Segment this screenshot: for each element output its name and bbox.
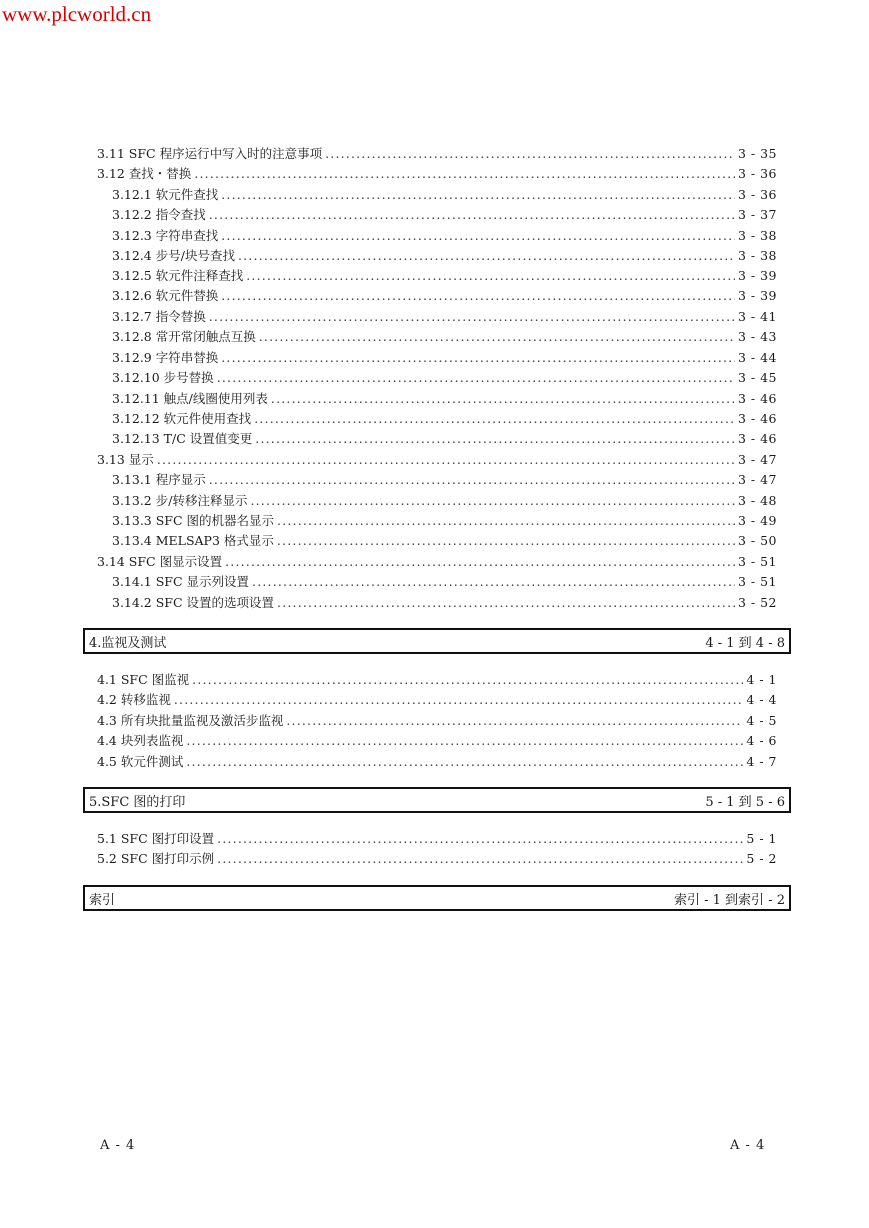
toc-entry-title: 3.12.3 字符串查找	[112, 228, 219, 243]
toc-entry[interactable]	[97, 690, 777, 709]
toc-entry-page: 3 - 47	[737, 452, 777, 467]
toc-entry-page: 3 - 37	[737, 207, 777, 222]
toc-leader	[209, 307, 735, 326]
toc-entry[interactable]	[112, 470, 777, 489]
toc-entry-page: 3 - 39	[737, 288, 777, 303]
toc-entry-title: 3.12.7 指令替换	[112, 309, 206, 324]
toc-entry-page: 3 - 39	[737, 268, 777, 283]
toc-entry[interactable]	[112, 389, 777, 408]
watermark-link[interactable]: www.plcworld.cn	[2, 2, 152, 26]
toc-entry-title: 3.12.11 触点/线圈使用列表	[112, 391, 268, 406]
toc-entry-title: 3.12.9 字符串替换	[112, 350, 219, 365]
toc-entry-title: 4.1 SFC 图监视	[97, 672, 190, 687]
footer-page-left: A - 4	[100, 1138, 136, 1153]
footer-page-right: A - 4	[730, 1138, 766, 1153]
toc-leader	[225, 552, 735, 571]
toc-leader	[192, 670, 743, 689]
toc-entry[interactable]	[112, 327, 777, 346]
toc-leader	[277, 511, 735, 530]
toc-leader	[194, 164, 735, 183]
toc-leader	[259, 327, 735, 346]
chapter-range: 4 - 1 到 4 - 8	[705, 635, 785, 651]
toc-entry-title: 3.13.1 程序显示	[112, 472, 206, 487]
toc-entry[interactable]	[112, 593, 777, 612]
chapter-title: 4.监视及测试	[89, 635, 167, 651]
chapter-title: 5.SFC 图的打印	[89, 794, 186, 810]
toc-leader	[186, 731, 743, 750]
toc-entry[interactable]	[97, 670, 777, 689]
toc-leader	[277, 531, 735, 550]
toc-entry-title: 4.3 所有块批量监视及激活步监视	[97, 713, 284, 728]
toc-entry-page: 3 - 43	[737, 329, 777, 344]
toc-entry-page: 5 - 1	[746, 831, 777, 846]
toc-entry[interactable]	[112, 226, 777, 245]
toc-entry-page: 3 - 48	[737, 493, 777, 508]
toc-entry-title: 4.4 块列表监视	[97, 733, 184, 748]
toc-leader	[271, 389, 735, 408]
toc-entry[interactable]	[112, 307, 777, 326]
toc-entry-page: 4 - 7	[746, 754, 777, 769]
toc-entry-page: 3 - 38	[737, 228, 777, 243]
toc-entry-title: 3.14.2 SFC 设置的选项设置	[112, 595, 275, 610]
toc-entry-page: 3 - 35	[737, 146, 777, 161]
toc-entry[interactable]	[112, 205, 777, 224]
toc-leader	[157, 450, 735, 469]
toc-entry-title: 4.5 软元件测试	[97, 754, 184, 769]
toc-entry[interactable]	[112, 531, 777, 550]
toc-leader	[221, 185, 735, 204]
toc-entry-title: 3.13 显示	[97, 452, 154, 467]
toc-entry-page: 3 - 46	[737, 391, 777, 406]
toc-leader	[286, 711, 743, 730]
toc-entry[interactable]	[112, 511, 777, 530]
toc-entry-title: 3.12.8 常开常闭触点互换	[112, 329, 256, 344]
toc-leader	[325, 144, 735, 163]
toc-entry-page: 5 - 2	[746, 851, 777, 866]
toc-entry[interactable]	[97, 849, 777, 868]
toc-entry-title: 3.11 SFC 程序运行中写入时的注意事项	[97, 146, 323, 161]
toc-entry[interactable]	[112, 348, 777, 367]
toc-entry-title: 3.12.12 软元件使用查找	[112, 411, 252, 426]
index-range: 索引 - 1 到索引 - 2	[674, 892, 785, 908]
toc-entry[interactable]	[112, 185, 777, 204]
toc-leader	[246, 266, 735, 285]
toc-entry-page: 4 - 6	[746, 733, 777, 748]
toc-leader	[252, 572, 735, 591]
toc-entry[interactable]	[112, 246, 777, 265]
toc-entry[interactable]	[97, 829, 777, 848]
toc-entry-title: 3.12.10 步号替换	[112, 370, 214, 385]
toc-entry[interactable]	[112, 429, 777, 448]
toc-entry-page: 3 - 50	[737, 533, 777, 548]
toc-leader	[221, 286, 735, 305]
toc-leader	[255, 429, 735, 448]
toc-leader	[250, 491, 735, 510]
chapter-5-header[interactable]	[83, 787, 791, 813]
toc-entry-title: 3.12.13 T/C 设置值变更	[112, 431, 253, 446]
toc-entry-title: 3.13.4 MELSAP3 格式显示	[112, 533, 274, 548]
toc-leader	[217, 849, 743, 868]
toc-leader	[209, 205, 735, 224]
toc-entry[interactable]	[97, 144, 777, 163]
toc-leader	[209, 470, 735, 489]
chapter-4-header[interactable]	[83, 628, 791, 654]
toc-entry-page: 3 - 46	[737, 411, 777, 426]
toc-entry-title: 4.2 转移监视	[97, 692, 171, 707]
toc-entry-title: 3.12.2 指令查找	[112, 207, 206, 222]
toc-entry[interactable]	[97, 711, 777, 730]
toc-entry-page: 3 - 36	[737, 166, 777, 181]
toc-leader	[217, 829, 743, 848]
toc-entry-page: 3 - 36	[737, 187, 777, 202]
toc-entry-title: 3.12 查找・替换	[97, 166, 192, 181]
toc-entry-title: 3.14 SFC 图显示设置	[97, 554, 223, 569]
toc-leader	[238, 246, 735, 265]
toc-entry[interactable]	[112, 286, 777, 305]
toc-entry-page: 4 - 4	[746, 692, 777, 707]
toc-entry-title: 3.12.6 软元件替换	[112, 288, 219, 303]
toc-entry[interactable]	[97, 552, 777, 571]
toc-entry-title: 3.14.1 SFC 显示列设置	[112, 574, 250, 589]
index-title: 索引	[89, 892, 116, 908]
toc-entry[interactable]	[97, 752, 777, 771]
toc-leader	[277, 593, 735, 612]
toc-entry[interactable]	[112, 368, 777, 387]
toc-leader	[174, 690, 744, 709]
toc-entry-page: 3 - 38	[737, 248, 777, 263]
toc-entry[interactable]	[112, 491, 777, 510]
toc-entry-page: 3 - 44	[737, 350, 777, 365]
toc-entry-title: 3.13.3 SFC 图的机器名显示	[112, 513, 275, 528]
toc-leader	[254, 409, 735, 428]
toc-entry-page: 3 - 49	[737, 513, 777, 528]
index-header[interactable]	[83, 885, 791, 911]
toc-leader	[186, 752, 743, 771]
toc-entry-page: 4 - 5	[746, 713, 777, 728]
toc-entry-title: 5.1 SFC 图打印设置	[97, 831, 215, 846]
chapter-range: 5 - 1 到 5 - 6	[705, 794, 785, 810]
toc-entry[interactable]	[97, 164, 777, 183]
toc-entry-title: 3.13.2 步/转移注释显示	[112, 493, 248, 508]
toc-leader	[217, 368, 735, 387]
toc-leader	[221, 226, 735, 245]
toc-entry-page: 3 - 51	[737, 574, 777, 589]
toc-entry-page: 3 - 46	[737, 431, 777, 446]
toc-entry-page: 3 - 45	[737, 370, 777, 385]
toc-leader	[221, 348, 735, 367]
toc-entry[interactable]	[97, 450, 777, 469]
toc-entry-title: 3.12.1 软元件查找	[112, 187, 219, 202]
toc-entry-page: 3 - 51	[737, 554, 777, 569]
toc-entry-page: 3 - 52	[737, 595, 777, 610]
toc-entry[interactable]	[97, 731, 777, 750]
toc-entry-page: 4 - 1	[746, 672, 777, 687]
toc-entry-title: 5.2 SFC 图打印示例	[97, 851, 215, 866]
toc-entry[interactable]	[112, 409, 777, 428]
toc-entry-title: 3.12.5 软元件注释查找	[112, 268, 244, 283]
toc-entry[interactable]	[112, 572, 777, 591]
toc-entry-page: 3 - 47	[737, 472, 777, 487]
toc-entry[interactable]	[112, 266, 777, 285]
toc-entry-page: 3 - 41	[737, 309, 777, 324]
toc-entry-title: 3.12.4 步号/块号查找	[112, 248, 235, 263]
